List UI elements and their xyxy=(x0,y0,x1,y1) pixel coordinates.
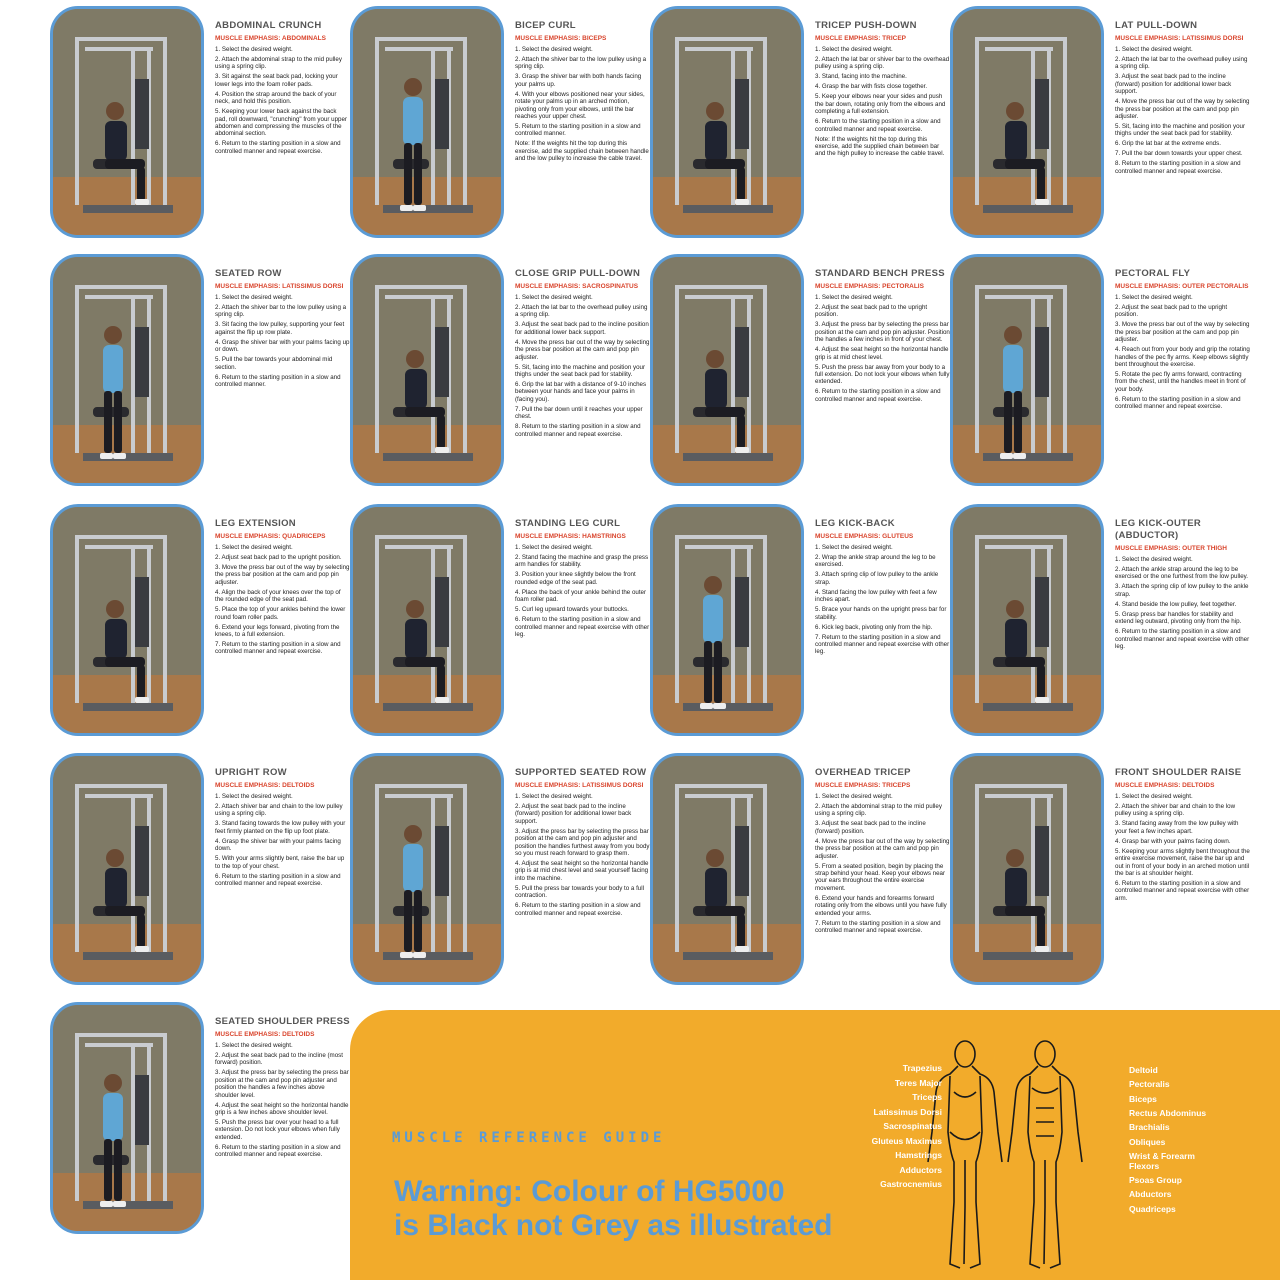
step-item: 2. Attach the lat bar to the overhead pulley using a spring clip. xyxy=(1115,56,1248,71)
muscle-emphasis: MUSCLE EMPHASIS: LATISSIMUS DORSI xyxy=(215,283,344,290)
step-item: 1. Select the desired weight. xyxy=(515,544,593,551)
step-item: 5. Place the top of your ankles behind the lower round foam roller pads. xyxy=(215,606,346,621)
step-item: 1. Select the desired weight. xyxy=(1115,294,1193,301)
muscle-label-front: Rectus Abdominus xyxy=(1129,1107,1207,1118)
muscle-label-back: Hamstrings xyxy=(895,1150,942,1160)
exercise-title: BICEP CURL xyxy=(515,20,576,31)
step-item: 2. Adjust the seat back pad to the upright position. xyxy=(815,304,928,319)
muscle-figures-illustration xyxy=(920,1032,1100,1277)
step-item: 3. Position your knee slightly below the front rounded edge of the seat pad. xyxy=(515,571,636,586)
muscle-label-front: Pectoralis xyxy=(1129,1079,1170,1090)
step-item: 8. Return to the starting position in a slow and controlled manner and repeat exercise. xyxy=(515,423,641,438)
step-item: 6. Return to the starting position in a slow and controlled manner and repeat exercise. xyxy=(215,1143,341,1159)
exercise-title: SEATED ROW xyxy=(215,268,282,279)
step-item: 3. Attach the spring clip of low pulley to the ankle strap. xyxy=(1115,583,1249,598)
step-list xyxy=(1115,793,1250,902)
step-item: 2. Attach the lat bar to the overhead pulley using a spring clip. xyxy=(515,304,648,319)
muscle-emphasis: MUSCLE EMPHASIS: LATISSIMUS DORSI xyxy=(1115,35,1244,42)
exercise-photo xyxy=(350,254,504,486)
step-item: 5. Push the press bar over your head to a full extension. Do not lock your elbows when fully extended. xyxy=(215,1119,340,1141)
reference-title: MUSCLE REFERENCE GUIDE xyxy=(392,1130,666,1146)
step-item: 3. Sit against the seat back pad, locking your lower legs into the foam roller pads. xyxy=(215,73,338,88)
exercise-instructions xyxy=(1115,767,1250,905)
step-list xyxy=(215,1042,350,1159)
exercise-photo xyxy=(50,753,204,985)
exercise-title: FRONT SHOULDER RAISE xyxy=(1115,767,1242,778)
exercise-card xyxy=(900,4,1250,244)
step-item: 6. Return to the starting position in a slow and controlled manner and repeat exercise. xyxy=(815,118,941,133)
step-item: 4. Grasp the shiver bar with your palms facing up or down. xyxy=(215,338,350,354)
step-item: 5. Pull the press bar towards your body to a full contraction. xyxy=(515,884,644,900)
step-item: 3. Stand facing towards the low pulley with your feet firmly planted on the flip up foot plate. xyxy=(215,820,346,835)
step-item: 1. Select the desired weight. xyxy=(815,294,893,301)
muscle-emphasis: MUSCLE EMPHASIS: BICEPS xyxy=(515,35,607,42)
step-item: 2. Attach the lat bar or shiver bar to the overhead pulley using a spring clip. xyxy=(815,56,950,71)
step-item: 4. Grasp the shiver bar with your palms facing down. xyxy=(215,837,341,853)
muscle-label-front: Quadriceps xyxy=(1129,1203,1176,1214)
step-item: 4. Adjust the seat height so the horizontal handle grip is at mid chest level. xyxy=(815,346,949,361)
step-item: 2. Wrap the ankle strap around the leg to be exercised. xyxy=(815,554,936,569)
step-item: 4. Align the back of your knees over the top of the rounded edge of the seat pad. xyxy=(215,588,341,604)
step-item: 6. Return to the starting position in a slow and controlled manner and repeat exercise with other arm. xyxy=(1115,880,1250,902)
exercise-photo xyxy=(650,6,804,238)
muscle-label-front: Deltoid xyxy=(1129,1065,1158,1075)
step-item: 3. Stand, facing into the machine. xyxy=(815,73,907,81)
exercise-instructions xyxy=(1115,518,1250,653)
exercise-title: LEG EXTENSION xyxy=(215,518,296,529)
exercise-card xyxy=(0,4,347,244)
step-item: 5. Sit, facing into the machine and position your thighs under the seat back pad for stability. xyxy=(515,363,646,379)
step-item: 1. Select the desired weight. xyxy=(515,46,593,53)
step-item: 1. Select the desired weight. xyxy=(215,294,293,301)
step-item: 3. Adjust the press bar by selecting the press bar position at the cam and pop pin adjuster. Position the handles a few inches in front of your chest. xyxy=(815,321,950,344)
step-item: 5. Return to the starting position in a slow and controlled manner. xyxy=(515,123,641,138)
exercise-photo xyxy=(950,6,1104,238)
step-item: 4. Adjust the seat height so the horizontal handle grip is at mid chest level and seat yourself facing into the machine. xyxy=(515,860,649,882)
step-item: 6. Return to the starting position in a slow and controlled manner. xyxy=(215,373,341,389)
step-item: 6. Grip the lat bar with a distance of 9-10 inches between your hands and face your palms in (facing you). xyxy=(515,381,647,403)
step-item: 4. Move the press bar out of the way by selecting the press bar position at the cam and pop pin adjuster. xyxy=(1115,98,1250,121)
exercise-title: UPRIGHT ROW xyxy=(215,767,287,778)
exercise-photo xyxy=(950,753,1104,985)
step-item: 4. With your elbows positioned near your sides, rotate your palms up in an arched motion, pivoting only from your elbows, until the bar reaches your upper chest. xyxy=(515,90,645,121)
step-item: 6. Return to the starting position in a slow and controlled manner and repeat exercise. xyxy=(1115,395,1241,411)
step-item: 3. Adjust the seat back pad to the incline position for additional lower back support. xyxy=(515,321,649,336)
exercise-card xyxy=(600,4,950,244)
step-list xyxy=(1115,46,1250,175)
exercise-note: Note: If the weights hit the top during this exercise, add the supplied chain between bar and the high pulley to increase the cable travel. xyxy=(815,135,945,158)
step-item: 1. Select the desired weight. xyxy=(215,46,293,53)
step-item: 3. Adjust the seat back pad to the incline (forward) position. xyxy=(815,820,926,835)
exercise-card xyxy=(300,252,650,492)
step-item: 1. Select the desired weight. xyxy=(215,793,293,800)
step-item: 4. Grasp bar with your palms facing down. xyxy=(1115,837,1231,845)
step-item: 6. Return to the starting position in a slow and controlled manner and repeat exercise. xyxy=(815,388,941,403)
step-item: 2. Adjust the seat back pad to the upright position. xyxy=(1115,304,1228,319)
muscle-emphasis: MUSCLE EMPHASIS: OUTER PECTORALIS xyxy=(1115,283,1249,290)
exercise-card xyxy=(300,751,650,991)
muscle-emphasis: MUSCLE EMPHASIS: HAMSTRINGS xyxy=(515,533,626,540)
muscle-label-front: Abductors xyxy=(1129,1189,1172,1200)
exercise-title: SEATED SHOULDER PRESS xyxy=(215,1016,350,1027)
muscle-emphasis: MUSCLE EMPHASIS: DELTOIDS xyxy=(215,1031,315,1038)
step-item: 2. Adjust the seat back pad to the incline (most forward) position. xyxy=(215,1052,343,1067)
step-item: 1. Select the desired weight. xyxy=(215,544,293,551)
exercise-card xyxy=(0,502,350,742)
step-item: 1. Select the desired weight. xyxy=(215,1042,293,1049)
exercise-title: ABDOMINAL CRUNCH xyxy=(215,20,322,31)
exercise-title: PECTORAL FLY xyxy=(1115,268,1191,279)
muscle-reference-panel xyxy=(350,1010,1280,1280)
step-item: 2. Attach the shiver bar to the low pulley using a spring clip. xyxy=(515,56,647,71)
step-item: 5. With your arms slightly bent, raise the bar up to the top of your chest. xyxy=(215,855,345,870)
step-item: 5. Keeping your arms slightly bent throughout the entire exercise movement, raise the bar up and out in front of your body in an arched motion until the bar is at shoulder height. xyxy=(1115,847,1250,878)
exercise-photo xyxy=(650,254,804,486)
step-item: 1. Select the desired weight. xyxy=(815,544,893,551)
muscle-emphasis: MUSCLE EMPHASIS: TRICEPS xyxy=(815,782,911,789)
muscle-label-back: Gluteus Maximus xyxy=(871,1135,942,1146)
color-warning xyxy=(394,1175,833,1243)
exercise-title: TRICEP PUSH-DOWN xyxy=(815,20,917,31)
exercise-photo xyxy=(350,504,504,736)
step-item: 4. Position the strap around the back of your neck, and hold this position. xyxy=(215,90,337,106)
exercise-card xyxy=(300,4,649,244)
muscle-emphasis: MUSCLE EMPHASIS: LATISSIMUS DORSI xyxy=(515,782,644,789)
step-item: 3. Adjust the press bar by selecting the press bar position at the cam and pop pin adjuster and position the handles furthest away from you body so you must reach forward to grasp them. xyxy=(515,827,650,858)
step-item: 7. Pull the bar down towards your upper chest. xyxy=(1115,150,1243,158)
step-item: 3. Attach spring clip of low pulley to the ankle strap. xyxy=(815,571,939,586)
exercise-note: Note: If the weights hit the top during this exercise, add the supplied chain between handle and the low pulley to increase the cable travel. xyxy=(515,140,649,163)
step-item: 2. Attach the shiver bar to the low pulley using a spring clip. xyxy=(215,304,347,319)
step-item: 6. Return to the starting position in a slow and controlled manner and repeat exercise with other leg. xyxy=(1115,628,1250,651)
step-item: 4. Adjust the seat height so the horizontal handle grip is a few inches above shoulder level. xyxy=(215,1101,349,1117)
step-item: 7. Return to the starting position in a slow and controlled manner and repeat exercise. xyxy=(215,641,341,656)
exercise-card xyxy=(900,502,1250,742)
step-item: 6. Kick leg back, pivoting only from the hip. xyxy=(815,623,933,631)
step-item: 7. Pull the bar down until it reaches your upper chest. xyxy=(515,405,643,421)
exercise-instructions xyxy=(1115,268,1250,413)
step-item: 6. Grip the lat bar at the extreme ends. xyxy=(1115,140,1221,148)
step-item: 6. Return to the starting position in a slow and controlled manner and repeat exercise. xyxy=(515,902,641,917)
muscle-label-back: Adductors xyxy=(899,1164,942,1175)
step-item: 2. Attach the ankle strap around the leg to be exercised or the one furthest from the low pulley. xyxy=(1115,566,1248,581)
step-item: 6. Return to the starting position in a slow and controlled manner and repeat exercise. xyxy=(215,140,341,155)
exercise-card xyxy=(0,751,346,991)
muscle-label-front: Wrist & Forearm Flexors xyxy=(1129,1150,1195,1171)
step-item: 3. Adjust the seat back pad to the incline (forward) position for additional lower back support. xyxy=(1115,73,1232,96)
muscle-label-back: Trapezius xyxy=(902,1063,942,1073)
muscle-emphasis: MUSCLE EMPHASIS: SACROSPINATUS xyxy=(515,283,639,290)
exercise-card xyxy=(0,1000,350,1240)
exercise-card xyxy=(600,252,950,492)
muscle-label-back: Gastrocnemius xyxy=(880,1179,942,1189)
exercise-card xyxy=(600,502,950,742)
exercise-card xyxy=(900,751,1250,991)
exercise-instructions xyxy=(1115,20,1250,178)
step-item: 2. Attach the shiver bar and chain to the low pulley using a spring clip. xyxy=(1115,803,1236,818)
step-item: 4. Stand beside the low pulley, feet together. xyxy=(1115,600,1237,608)
step-item: 1. Select the desired weight. xyxy=(815,793,893,800)
exercise-title: LEG KICK-OUTER (ABDUCTOR) xyxy=(1115,518,1202,541)
muscle-emphasis: MUSCLE EMPHASIS: OUTER THIGH xyxy=(1115,545,1227,552)
step-item: 7. Return to the starting position in a slow and controlled manner and repeat exercise. xyxy=(815,919,941,935)
step-item: 1. Select the desired weight. xyxy=(515,793,593,800)
step-item: 3. Adjust the press bar by selecting the press bar position at the cam and pop pin adjuster and position the handles a few inches above shoulder level. xyxy=(215,1069,349,1099)
warning-line-2: is Black not Grey as illustrated xyxy=(394,1209,833,1242)
step-item: 2. Adjust the seat back pad to the incline (forward) position for additional lower back support. xyxy=(515,803,632,825)
exercise-photo xyxy=(950,254,1104,486)
exercise-photo xyxy=(50,1002,204,1234)
muscle-label-front: Psoas Group xyxy=(1129,1175,1182,1186)
step-item: 5. Sit, facing into the machine and position your thighs under the seat back pad for stability. xyxy=(1115,123,1246,138)
step-item: 6. Return to the starting position in a slow and controlled manner and repeat exercise. xyxy=(215,872,341,888)
step-item: 1. Select the desired weight. xyxy=(1115,46,1193,53)
step-list xyxy=(1115,294,1250,411)
exercise-photo xyxy=(650,753,804,985)
step-item: 7. Return to the starting position in a slow and controlled manner and repeat exercise with other leg. xyxy=(815,633,950,656)
step-item: 5. Grasp press bar handles for stability and extend leg outward, pivoting only from the hip. xyxy=(1115,610,1242,626)
exercise-title: LEG KICK-BACK xyxy=(815,518,895,529)
step-item: 3. Grasp the shiver bar with both hands facing your palms up. xyxy=(515,73,642,88)
muscle-label-back: Triceps xyxy=(912,1092,942,1102)
exercise-photo xyxy=(650,504,804,736)
exercise-title: LAT PULL-DOWN xyxy=(1115,20,1198,31)
exercise-card xyxy=(900,252,1250,492)
exercise-photo xyxy=(50,6,204,238)
step-item: 6. Extend your legs forward, pivoting from the knees, to a full extension. xyxy=(215,623,340,639)
step-item: 3. Stand facing away from the low pulley with your feet a few inches apart. xyxy=(1115,820,1239,835)
muscle-label-back: Latissimus Dorsi xyxy=(873,1106,942,1117)
exercise-title: SUPPORTED SEATED ROW xyxy=(515,767,647,778)
exercise-photo xyxy=(350,6,504,238)
step-item: 4. Move the press bar out of the way by selecting the press bar position at the cam and pop pin adjuster. xyxy=(815,837,950,860)
step-item: 4. Reach out from your body and grip the rotating handles of the pec fly arms. Keep elbows slightly bent throughout the exercise. xyxy=(1115,346,1250,369)
step-item: 6. Extend your hands and forearms forward rotating only from the elbows until you have fully extended your arms. xyxy=(815,894,947,917)
step-list xyxy=(1115,556,1250,650)
step-item: 1. Select the desired weight. xyxy=(815,46,893,53)
muscle-emphasis: MUSCLE EMPHASIS: TRICEP xyxy=(815,35,907,42)
step-item: 5. Push the press bar away from your body to a full extension. Do not lock your elbows when fully extended. xyxy=(815,363,950,386)
step-item: 3. Move the press bar out of the way by selecting the press bar position at the cam and pop pin adjuster. xyxy=(1115,321,1250,344)
muscle-label-back: Teres Major xyxy=(894,1077,942,1088)
exercise-title: CLOSE GRIP PULL-DOWN xyxy=(515,268,641,279)
step-item: 1. Select the desired weight. xyxy=(515,294,593,301)
exercise-card xyxy=(0,252,350,492)
muscle-emphasis: MUSCLE EMPHASIS: GLUTEUS xyxy=(815,533,914,540)
step-item: 1. Select the desired weight. xyxy=(1115,556,1193,563)
exercise-photo xyxy=(950,504,1104,736)
step-item: 1. Select the desired weight. xyxy=(1115,793,1193,800)
step-item: 5. Rotate the pec fly arms forward, contracting from the chest, until the handles meet in front of your body. xyxy=(1115,371,1246,393)
exercise-instructions xyxy=(215,1016,350,1161)
exercise-photo xyxy=(350,753,504,985)
step-item: 2. Attach the abdominal strap to the mid pulley using a spring clip. xyxy=(815,803,942,818)
muscle-emphasis: MUSCLE EMPHASIS: DELTOIDS xyxy=(1115,782,1215,789)
step-item: 2. Adjust seat back pad to the upright position. xyxy=(215,554,342,561)
step-item: 3. Sit facing the low pulley, supporting your feet against the flip up row plate. xyxy=(215,321,345,336)
exercise-photo xyxy=(50,504,204,736)
step-item: 5. From a seated position, begin by placing the strap behind your head. Keep your elbows near your ears throughout the entire exercise movement. xyxy=(815,862,946,892)
exercise-photo xyxy=(50,254,204,486)
exercise-card xyxy=(600,751,950,991)
step-item: 5. Keeping your lower back against the back pad, roll downward, "crunching" from your upper abdomen and compressing the muscles of the abdominal section. xyxy=(215,108,347,138)
muscle-label-front: Obliques xyxy=(1129,1136,1166,1147)
step-item: 2. Stand facing the machine and grasp the press arm handles for stability. xyxy=(515,554,649,569)
exercise-card xyxy=(300,502,650,742)
step-item: 5. Brace your hands on the upright press bar for stability. xyxy=(815,606,947,621)
step-item: 5. Curl leg upward towards your buttocks. xyxy=(515,606,629,614)
step-item: 8. Return to the starting position in a slow and controlled manner and repeat exercise. xyxy=(1115,160,1241,175)
muscle-emphasis: MUSCLE EMPHASIS: ABDOMINALS xyxy=(215,35,326,42)
step-item: 2. Attach the abdominal strap to the mid pulley using a spring clip. xyxy=(215,56,342,71)
muscle-emphasis: MUSCLE EMPHASIS: DELTOIDS xyxy=(215,782,315,789)
step-item: 3. Move the press bar out of the way by selecting the press bar position at the cam and pop pin adjuster. xyxy=(215,564,350,586)
exercise-title: STANDARD BENCH PRESS xyxy=(815,268,945,279)
step-item: 4. Place the back of your ankle behind the outer foam roller pad. xyxy=(515,588,647,604)
step-item: 2. Attach shiver bar and chain to the low pulley using a spring clip. xyxy=(215,803,343,818)
muscle-emphasis: MUSCLE EMPHASIS: QUADRICEPS xyxy=(215,533,326,540)
exercise-title: STANDING LEG CURL xyxy=(515,518,621,529)
step-item: 4. Move the press bar out of the way by selecting the press bar position at the cam and pop pin adjuster. xyxy=(515,338,650,361)
step-item: 4. Grasp the bar with fists close together. xyxy=(815,83,928,91)
warning-line-1: Warning: Colour of HG5000 xyxy=(394,1175,785,1208)
muscle-emphasis: MUSCLE EMPHASIS: PECTORALIS xyxy=(815,283,924,290)
exercise-title: OVERHEAD TRICEP xyxy=(815,767,911,778)
step-item: 5. Keep your elbows near your sides and push the bar down, rotating only from the elbows and completing a full extension. xyxy=(815,93,946,116)
step-item: 5. Pull the bar towards your abdominal mid section. xyxy=(215,356,333,371)
muscle-label-front: Brachialis xyxy=(1129,1122,1170,1133)
muscle-label-back: Sacrospinatus xyxy=(883,1121,942,1131)
step-item: 4. Stand facing the low pulley with feet a few inches apart. xyxy=(815,588,937,604)
muscle-label-front: Biceps xyxy=(1129,1093,1157,1104)
step-item: 6. Return to the starting position in a slow and controlled manner and repeat exercise with other leg. xyxy=(515,616,650,639)
